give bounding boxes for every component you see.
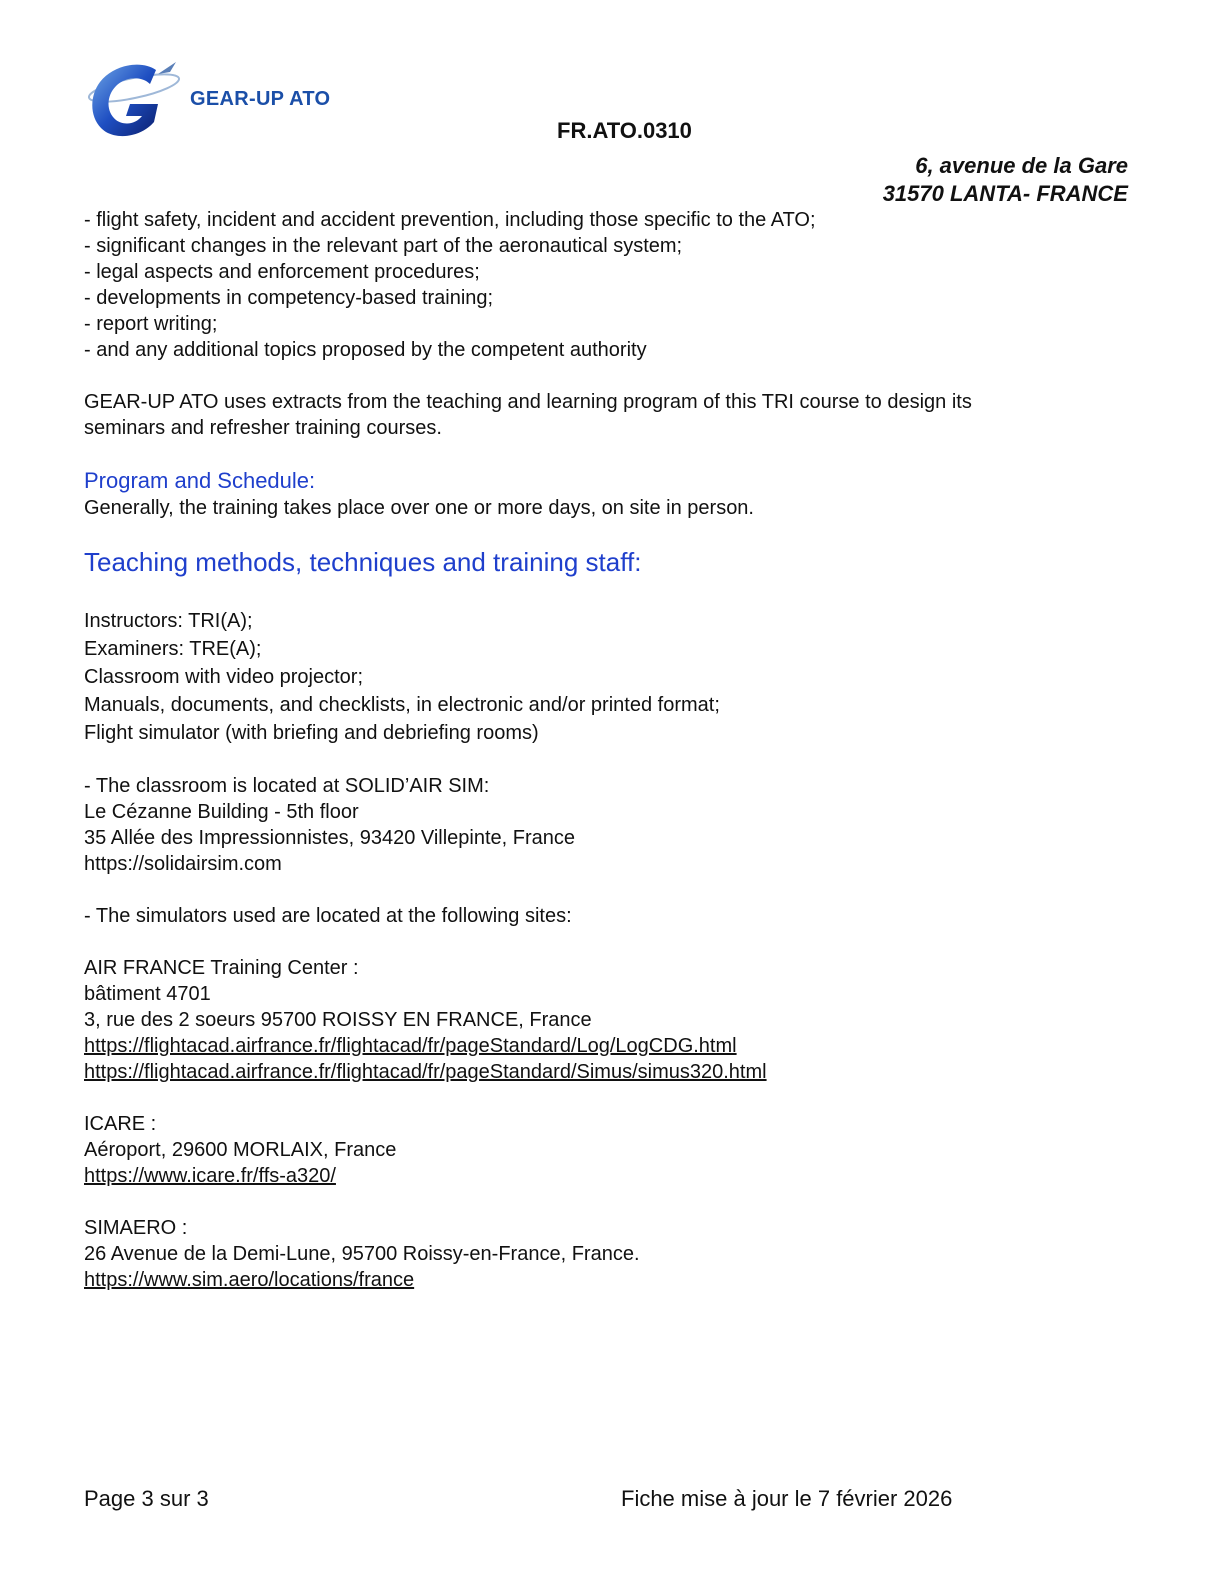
classroom-intro: - The classroom is located at SOLID’AIR SIM:	[84, 775, 490, 797]
document-body	[84, 207, 1134, 1293]
list-item: - report writing;	[84, 313, 218, 335]
site-address: 26 Avenue de la Demi-Lune, 95700 Roissy-en-France, France.	[84, 1243, 640, 1265]
list-item: - and any additional topics proposed by the competent authority	[84, 339, 647, 361]
site-address: 3, rue des 2 soeurs 95700 ROISSY EN FRANCE, France	[84, 1009, 592, 1031]
site-name: ICARE :	[84, 1113, 157, 1135]
address-line-1: 6, avenue de la Gare	[915, 153, 1128, 178]
program-heading: Program and Schedule:	[84, 468, 316, 493]
teaching-list	[84, 607, 1134, 747]
logo-text: GEAR-UP ATO	[190, 88, 331, 110]
gear-up-logo-icon	[84, 56, 184, 138]
paragraph-line: seminars and refresher training courses.	[84, 417, 442, 439]
classroom-building: Le Cézanne Building - 5th floor	[84, 801, 359, 823]
site-address: Aéroport, 29600 MORLAIX, France	[84, 1139, 397, 1161]
topics-list	[84, 207, 1134, 363]
intro-paragraph	[84, 389, 1134, 441]
company-address	[883, 152, 1128, 208]
simaero-block	[84, 1215, 1134, 1293]
site-building: bâtiment 4701	[84, 983, 211, 1005]
list-item: - significant changes in the relevant part of the aeronautical system;	[84, 235, 683, 257]
update-date: Fiche mise à jour le 7 février 2026	[621, 1486, 953, 1511]
list-item: Manuals, documents, and checklists, in electronic and/or printed format;	[84, 694, 720, 716]
list-item: - legal aspects and enforcement procedures;	[84, 261, 480, 283]
list-item: Instructors: TRI(A);	[84, 610, 253, 632]
teaching-heading: Teaching methods, techniques and training staff:	[84, 547, 642, 577]
page-number: Page 3 sur 3	[84, 1486, 209, 1511]
list-item: Examiners: TRE(A);	[84, 638, 262, 660]
icare-link[interactable]: https://www.icare.fr/ffs-a320/	[84, 1165, 336, 1187]
classroom-url: https://solidairsim.com	[84, 853, 282, 875]
airfrance-block	[84, 955, 1134, 1085]
site-name: AIR FRANCE Training Center :	[84, 957, 359, 979]
icare-block	[84, 1111, 1134, 1189]
classroom-block	[84, 773, 1134, 877]
program-text: Generally, the training takes place over one or more days, on site in person.	[84, 497, 754, 519]
document-reference: FR.ATO.0310	[557, 118, 692, 143]
airfrance-link-logcdg[interactable]: https://flightacad.airfrance.fr/flightacad/fr/pageStandard/Log/LogCDG.html	[84, 1035, 737, 1057]
list-item: Flight simulator (with briefing and debriefing rooms)	[84, 722, 539, 744]
classroom-address: 35 Allée des Impressionnistes, 93420 Villepinte, France	[84, 827, 576, 849]
list-item: - flight safety, incident and accident prevention, including those specific to the ATO;	[84, 209, 816, 231]
list-item: Classroom with video projector;	[84, 666, 363, 688]
simulators-intro: - The simulators used are located at the following sites:	[84, 905, 572, 927]
address-line-2: 31570 LANTA- FRANCE	[882, 181, 1128, 206]
site-name: SIMAERO :	[84, 1217, 188, 1239]
list-item: - developments in competency-based training;	[84, 287, 494, 309]
airfrance-link-simus320[interactable]: https://flightacad.airfrance.fr/flightacad/fr/pageStandard/Simus/simus320.html	[84, 1061, 767, 1083]
simaero-link[interactable]: https://www.sim.aero/locations/france	[84, 1269, 415, 1291]
company-logo	[84, 56, 344, 138]
paragraph-line: GEAR-UP ATO uses extracts from the teaching and learning program of this TRI course to design its	[84, 391, 972, 413]
